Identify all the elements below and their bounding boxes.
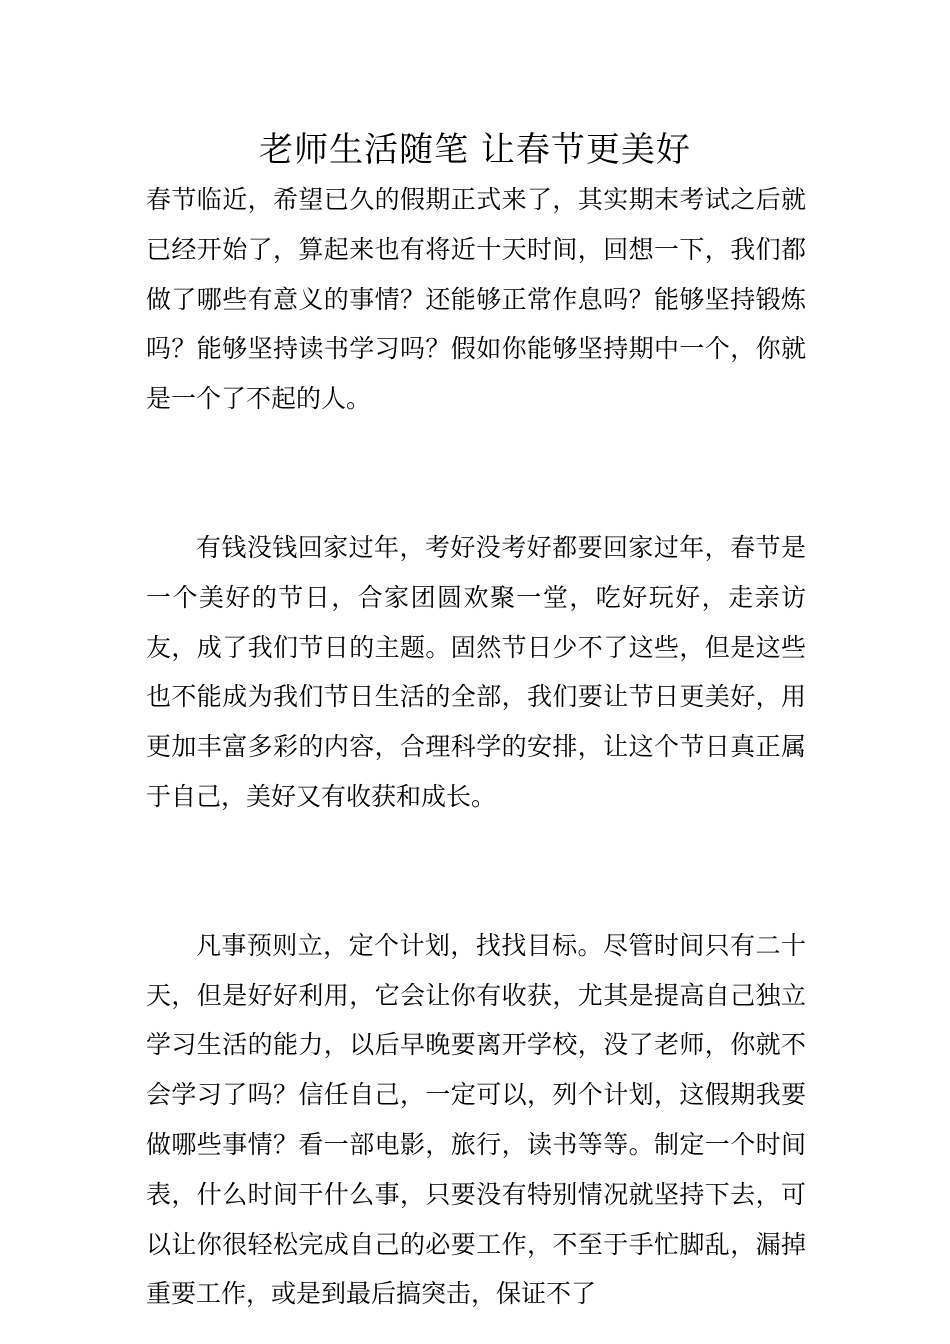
page-title: 老师生活随笔 让春节更美好 [259,130,691,170]
paragraph-2: 有钱没钱回家过年，考好没考好都要回家过年，春节是一个美好的节日，合家团圆欢聚一堂，吃好玩好，走亲访友，成了我们节日的主题。固然节日少不了这些，但是这些也不能成为我们节日生活的全部，我们要让节日更美好，用更加丰富多彩的内容，合理科学的安排，让这个节日真正属于自己，美好又有收获和成长。 [146,532,806,811]
paragraph-3: 凡事预则立，定个计划，找找目标。尽管时间只有二十天，但是好好利用，它会让你有收获，尤其是提高自己独立学习生活的能力，以后早晚要离开学校，没了老师，你就不会学习了吗？信任自己，一定可以，列个计划，这假期我要做哪些事情？看一部电影，旅行，读书等等。制定一个时间表，什么时间干什么事，只要没有特别情况就坚持下去，可以让你很轻松完成自己的必要工作，不至于手忙脚乱，漏掉重要工作，或是到最后搞突击，保证不了 [146,930,806,1309]
document-body [146,175,806,1319]
paragraph-spacer [146,424,806,523]
paragraph-1: 春节临近，希望已久的假期正式来了，其实期末考试之后就已经开始了，算起来也有将近十天时间，回想一下，我们都做了哪些有意义的事情？还能够正常作息吗？能够坚持锻炼吗？能够坚持读书学习吗？假如你能够坚持期中一个，你就是一个了不起的人。 [146,185,806,414]
paragraph-spacer [146,822,806,921]
